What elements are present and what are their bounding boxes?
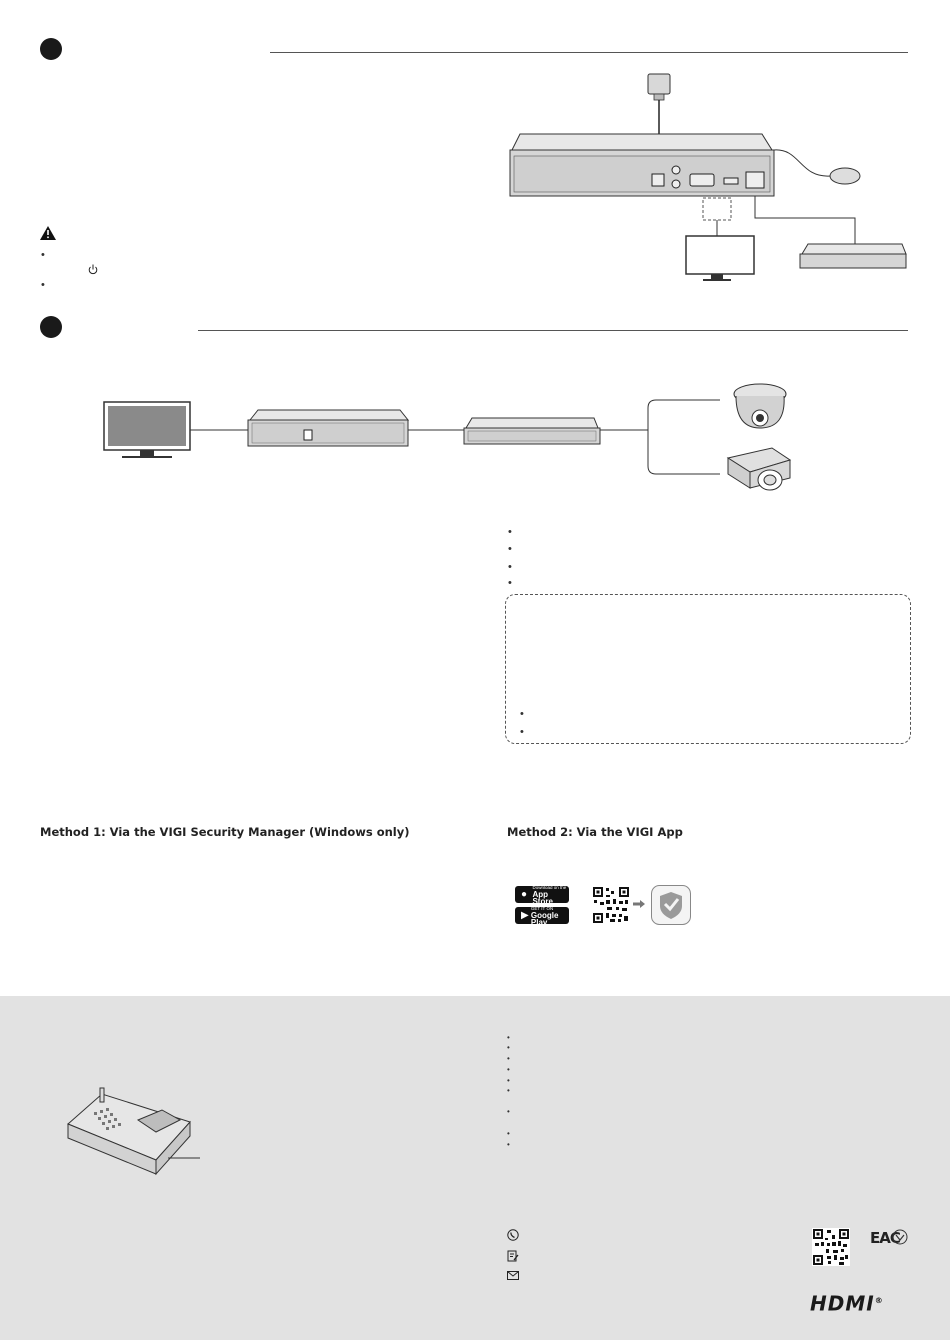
- registered-mark: ®: [874, 1296, 884, 1305]
- document-edit-icon: [507, 1250, 519, 1262]
- nvr-rear-icon: [510, 134, 774, 196]
- warning-icon: [40, 226, 56, 240]
- footer-bullet: •: [507, 1086, 510, 1095]
- dome-camera-icon: [734, 384, 786, 428]
- app-store-big-text: App Store: [532, 890, 553, 906]
- hdmi-logo-text: HDMI: [810, 1291, 875, 1316]
- apple-icon: ●: [521, 889, 528, 900]
- mouse-icon: [774, 150, 860, 184]
- method-1-title: Method 1: Via the VIGI Security Manager (Windows only): [40, 825, 410, 839]
- google-play-icon: ▶: [521, 910, 529, 921]
- app-store-small-text: Download on the: [532, 885, 567, 890]
- footer-bullet: •: [507, 1107, 510, 1116]
- recycle-mark-icon: [892, 1229, 908, 1245]
- footer-bullet: •: [507, 1076, 510, 1085]
- footer-bullet: •: [507, 1054, 510, 1063]
- monitor-icon: [686, 198, 754, 281]
- network-topology-diagram: [100, 376, 800, 500]
- setup-bullet-4: •: [508, 577, 512, 589]
- email-icon: [507, 1271, 519, 1281]
- setup-bullet-3: •: [508, 561, 512, 573]
- nvr-front-icon: [248, 410, 408, 446]
- monitor-icon: [104, 402, 190, 458]
- step-2-marker: [40, 316, 62, 338]
- switch-icon: [464, 418, 600, 444]
- eac-mark: EAC: [870, 1229, 900, 1247]
- phone-icon: [507, 1229, 519, 1241]
- app-qr-code-icon: [592, 886, 630, 924]
- support-qr-code-icon: [812, 1228, 850, 1266]
- section-1-rule: [270, 52, 908, 53]
- note-bullet-1: •: [520, 708, 524, 720]
- bullet-camera-icon: [728, 448, 790, 490]
- section-2-rule: [198, 330, 908, 331]
- google-play-big-text: Google Play: [530, 911, 559, 927]
- method-2-title: Method 2: Via the VIGI App: [507, 825, 683, 839]
- note-bullet-2: •: [520, 726, 524, 738]
- google-play-small-text: GET IT ON: [530, 906, 554, 911]
- setup-bullet-1: •: [508, 526, 512, 538]
- google-play-badge[interactable]: [515, 906, 569, 927]
- power-icon: [88, 264, 98, 275]
- note-box: [505, 594, 911, 744]
- footer-bullet: •: [507, 1065, 510, 1074]
- warning-bullet-2: •: [41, 279, 45, 291]
- rear-connection-diagram: [500, 68, 910, 288]
- switch-icon: [755, 196, 906, 268]
- app-store-badge[interactable]: [515, 885, 569, 906]
- step-1-marker: [40, 38, 62, 60]
- footer-bullet: •: [507, 1140, 510, 1149]
- footer-bullet: •: [507, 1033, 510, 1042]
- hdmi-logo: [810, 1290, 884, 1315]
- setup-bullet-2: •: [508, 543, 512, 555]
- footer-bullet: •: [507, 1129, 510, 1138]
- vigi-app-icon[interactable]: [651, 885, 691, 925]
- warning-bullet-1: •: [41, 249, 45, 261]
- footer-bullet: •: [507, 1043, 510, 1052]
- arrow-right-icon: [633, 900, 645, 908]
- hdd-bracket-illustration: [60, 1084, 210, 1184]
